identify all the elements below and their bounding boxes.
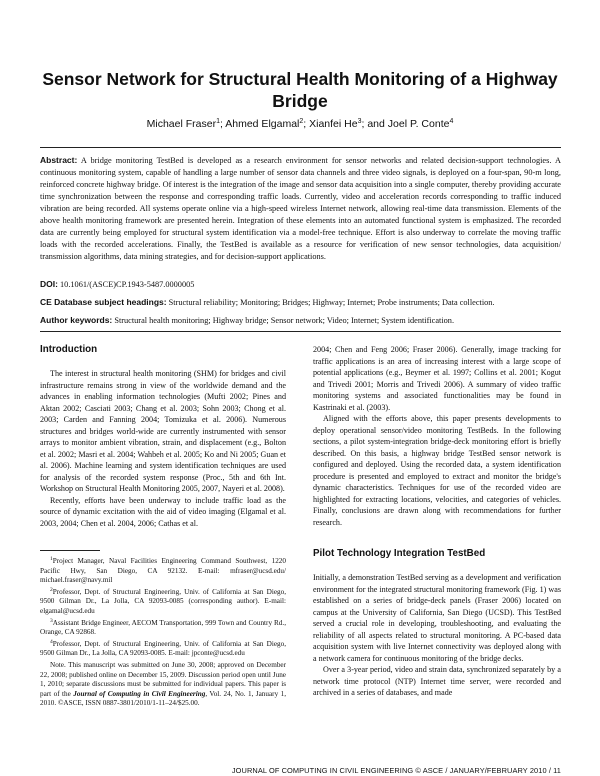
note-text: Note. This manuscript was submitted on June 30, 2008; approved on December 22, 2008; published online on December 15, 2009. Discussion period open until June 1, 2010; separate discussions must be submitted for individual papers. This paper is part of the [40, 660, 286, 698]
author-affiliation-mark: 2 [299, 118, 304, 125]
footnote-mark: 3 [50, 617, 53, 624]
footnote-text: Assistant Bridge Engineer, AECOM Transportation, 999 Town and Country Rd., Orange, CA 92868. [40, 618, 286, 637]
doi-value[interactable]: 10.1061/(ASCE)CP.1943-5487.0000005 [60, 280, 195, 289]
author-separator: ; and [361, 118, 388, 130]
author-list [40, 117, 560, 131]
subject-label: CE Database subject headings: [40, 297, 167, 307]
author-keywords [40, 314, 561, 327]
footnotes [40, 557, 286, 711]
header-divider [40, 147, 561, 148]
footnote-text: Project Manager, Naval Facilities Engineering Command Southwest, 1220 Pacific Hwy, San Diego, CA 92132. E-mail: mfraser@ucsd.edu/ michael.fraser@navy.mil [40, 557, 286, 585]
author-name: Joel P. Conte [387, 118, 450, 130]
author-affiliation-mark: 3 [357, 118, 362, 125]
footnote-divider [40, 550, 100, 551]
right-column [313, 344, 561, 699]
author-name: Ahmed Elgamal [225, 118, 300, 130]
author-name: Michael Fraser [146, 118, 217, 130]
running-footer: JOURNAL OF COMPUTING IN CIVIL ENGINEERING © ASCE / JANUARY/FEBRUARY 2010 / 11 [231, 766, 561, 775]
author-separator: ; [303, 118, 310, 130]
footnote-mark: 1 [50, 556, 53, 562]
subject-value: Structural reliability; Monitoring; Bridges; Highway; Internet; Probe instruments; Data collection. [168, 298, 495, 307]
manuscript-note [40, 661, 286, 709]
journal-name: Journal of Computing in Civil Engineering [73, 689, 206, 698]
footnote-text: Professor, Dept. of Structural Engineering, Univ. of California at San Diego, 9500 Gilman Dr., La Jolla, CA 92093-0085 (corresponding author). E-mail: elgamal@ucsd.edu [40, 587, 286, 615]
footnote [40, 640, 286, 659]
doi-line [40, 278, 561, 291]
abstract-label: Abstract: [40, 155, 78, 165]
intro-paragraph: Aligned with the efforts above, this paper presents developments to deploy operational sensor/video monitoring TestBeds. In the following sections, a pilot system-integration bridge-deck monitoring effort is briefly described. On this basis, a highway bridge TestBed sensor network is configured and deployed. Using the recorded data, a system identification procedure is presented and employed to extract and monitor the bridge's dynamic characteristics. Techniques for use of the recorded video are highlighted for extracting locations, velocities, and categories of vehicles. Finally, conclusions are drawn along with recommendations for further research. [313, 414, 561, 527]
intro-paragraph: 2004; Chen and Feng 2006; Fraser 2006). Generally, image tracking for traffic applications is an area of increasing interest with a large scope of potential applications (e.g., Beymer et al. 1997; Collins et al. 2001; Kogut and Trivedi 2001; Morris and Trivedi 2006). A summary of video traffic monitoring systems and associated functionalities may be found in Kastrinaki et al. (2003). [313, 345, 561, 412]
subject-headings [40, 296, 561, 309]
intro-paragraph: Recently, efforts have been underway to include traffic load as the source of dynamic excitation with the aid of video imaging (Elgamal et al. 2003, 2004; Chen et al. 2004, 2006; Cathas et al. [40, 495, 286, 528]
footnote [40, 557, 286, 586]
footnote-text: Professor, Dept. of Structural Engineering, Univ. of California at San Diego, 9500 Gilman Dr., La Jolla, CA 92093-0085. E-mail: jpconte@ucsd.edu [40, 639, 286, 658]
note-text: , Vol. 24, No. 1, January 1, 2010. ©ASCE, ISSN 0887-3801/2010/1-11–24/$25.00. [40, 689, 286, 708]
footnote [40, 588, 286, 617]
author-affiliation-mark: 4 [449, 118, 454, 125]
footnote [40, 619, 286, 638]
author-name: Xianfei He [309, 118, 358, 130]
section-heading-introduction: Introduction [40, 344, 98, 355]
pilot-paragraph: Initially, a demonstration TestBed serving as a development and verification environment for the integrated structural monitoring framework (Fig. 1) was established on a series of bridge-deck panels (Fraser 2006) located on campus at the University of California, San Diego (UCSD). This TestBed served a crucial role in developing, troubleshooting, and evaluating the reliability of all aspects related to structural monitoring. A PC-based data acquisition system with live Internet connectivity was deployed along with a network camera for continuous monitoring of the bridge decks. [313, 573, 561, 663]
author-affiliation-mark: 1 [216, 118, 220, 125]
keywords-value: Structural health monitoring; Highway bridge; Sensor network; Video; Internet; System identification. [114, 316, 455, 325]
intro-paragraph: The interest in structural health monitoring (SHM) for bridges and civil infrastructure remains strong in view of the worldwide demand and the advances in enabling information technologies (Mufti 2002; Pines and Aktan 2002; Casciati 2003; Chang et al. 2003; Sohn 2003; Chong et al. 2003; Carden and Fanning 2004; Tomizuka et al. 2006). Numerous structures and bridges world-wide are currently instrumented with sensor arrays to monitor ambient vibration, strain, and displacement (e.g., Bolton et al. 2002; Masri et al. 2004; Wahbeh et al. 2005; Ko and Ni 2005; Guan et al. 2006). Machine learning and system identification techniques are used for analysis of the recorded system response (Proc., 5th and 6th Int. Workshop on Structural Health Monitoring 2005, 2007, Nayeri et al. 2008). [40, 369, 286, 493]
section-heading-pilot: Pilot Technology Integration TestBed [313, 548, 486, 559]
footnote-mark: 4 [50, 638, 53, 645]
keywords-label: Author keywords: [40, 315, 113, 325]
pilot-paragraph: Over a 3-year period, video and strain data, synchronized separately by a network time protocol (NTP) Internet time server, were recorded and archived in a series of databases, and made [313, 665, 561, 697]
doi-label: DOI: [40, 279, 58, 289]
footnote-mark: 2 [50, 586, 53, 593]
left-column [40, 344, 286, 529]
paper-title: Sensor Network for Structural Health Monitoring of a Highway Bridge [42, 69, 558, 111]
author-separator: ; [219, 118, 226, 130]
meta-divider [40, 331, 561, 332]
abstract-text: A bridge monitoring TestBed is developed as a research environment for sensor networks and related decision-support technologies. A continuous monitoring system, capable of handling a large number of sensor data channels and three video signals, is deployed on a four-span, 90-m long, reinforced concrete highway bridge. Of interest is the integration of the image and sensor data acquisition into a single computer, thereby providing accurate time synchronization between the response and corresponding traffic loads. Currently, video and acceleration records corresponding to traffic induced vibration are being recorded. All systems operate online via a high-speed wireless Internet network, allowing real-time data transmission. Elements of the above health monitoring framework are presented herein. Integration of these elements into an automated functional system is emphasized. The recorded data are currently being employed for structural system identification via a model-free technique. Effort is also underway to correlate the moving traffic loads with the recorded accelerations. Finally, the TestBed is available as a resource for verification of new sensor technologies, data acquisition/ transmission algorithms, data mining strategies, and for decision-support applications. [40, 156, 561, 261]
abstract [40, 154, 561, 263]
